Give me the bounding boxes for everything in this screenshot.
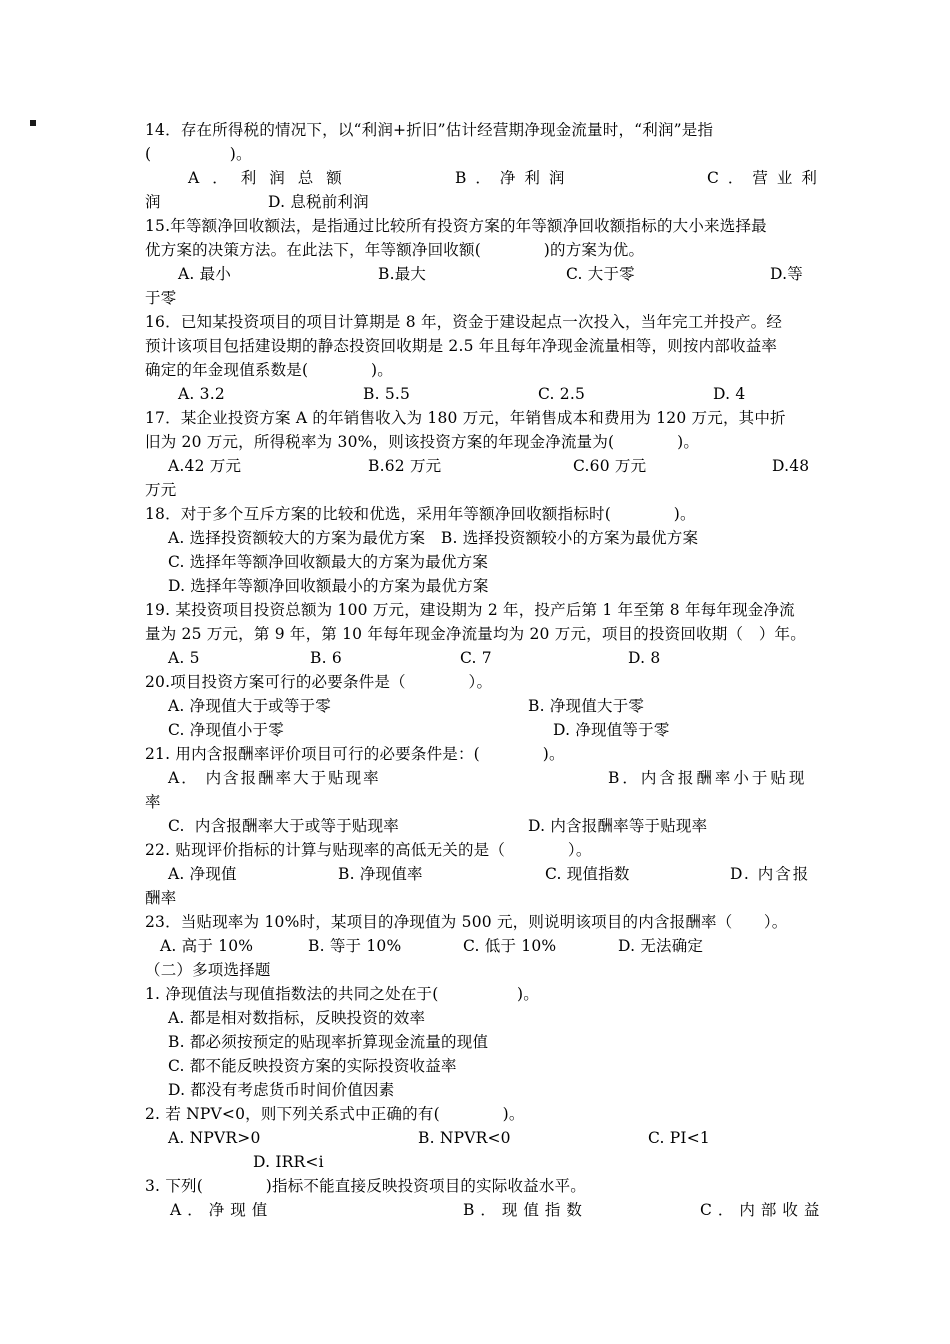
text-line: D. 息税前利润 xyxy=(268,193,369,211)
text-line: 14．存在所得税的情况下，以“利润+折旧”估计经营期净现金流量时，“利润”是指 xyxy=(145,121,714,139)
text-line: A．净现值 xyxy=(170,1201,274,1219)
text-line: D. 内含报 xyxy=(730,865,811,883)
text-line: 3. 下列( )指标不能直接反映投资项目的实际收益水平。 xyxy=(145,1177,587,1195)
text-line: D. 内含报酬率等于贴现率 xyxy=(528,817,708,835)
text-line: 22. 贴现评价指标的计算与贴现率的高低无关的是（ ）。 xyxy=(145,841,592,859)
text-line: A． 内含报酬率大于贴现率 xyxy=(168,769,381,787)
text-line: C.60 万元 xyxy=(573,457,647,475)
text-line: B. 6 xyxy=(310,649,342,667)
text-line: C. 选择年等额净回收额最大的方案为最优方案 xyxy=(168,553,489,571)
text-line: B. 5.5 xyxy=(363,385,411,403)
text-line: A. 高于 10% xyxy=(160,937,254,955)
text-line: A. 净现值大于或等于零 xyxy=(168,697,331,715)
text-line: A. 5 xyxy=(168,649,200,667)
text-line: 16．已知某投资项目的项目计算期是 8 年，资金于建设起点一次投入，当年完工并投产。经 xyxy=(145,313,783,331)
text-line: D. 4 xyxy=(713,385,746,403)
text-line: 预计该项目包括建设期的静态投资回收期是 2.5 年且每年净现金流量相等，则按内部收益率 xyxy=(145,337,778,355)
text-line: C．营业利 xyxy=(707,169,826,187)
text-line: 19. 某投资项目投资总额为 100 万元，建设期为 2 年，投产后第 1 年至第 8 年每年现金净流 xyxy=(145,601,795,619)
text-line: A. NPVR>0 xyxy=(168,1129,261,1147)
text-line: D.等 xyxy=(770,265,803,283)
text-line: 润 xyxy=(145,193,161,211)
text-line: C. 7 xyxy=(460,649,492,667)
text-line: ( )。 xyxy=(145,145,252,163)
text-line: D. 8 xyxy=(628,649,661,667)
text-line: C. 都不能反映投资方案的实际投资收益率 xyxy=(168,1057,457,1075)
text-line: C. 低于 10% xyxy=(463,937,557,955)
text-line: 确定的年金现值系数是( )。 xyxy=(145,361,393,379)
text-line: B. 净现值率 xyxy=(338,865,423,883)
text-line: C. 净现值小于零 xyxy=(168,721,284,739)
text-line: 1. 净现值法与现值指数法的共同之处在于( )。 xyxy=(145,985,539,1003)
text-line: D. 选择年等额净回收额最小的方案为最优方案 xyxy=(168,577,489,595)
text-line: B. 净现值大于零 xyxy=(528,697,645,715)
text-line: A. 最小 xyxy=(178,265,232,283)
text-line: （二）多项选择题 xyxy=(145,961,271,979)
text-line: D. 净现值等于零 xyxy=(553,721,670,739)
text-line: A. 选择投资额较大的方案为最优方案 B. 选择投资额较小的方案为最优方案 xyxy=(168,529,699,547)
text-line: 20.项目投资方案可行的必要条件是（ ）。 xyxy=(145,673,493,691)
text-line: 万元 xyxy=(145,481,177,499)
text-line: 23．当贴现率为 10%时，某项目的净现值为 500 元，则说明该项目的内含报酬率（ ）。 xyxy=(145,913,788,931)
text-line: B. NPVR<0 xyxy=(418,1129,511,1147)
text-line: 15.年等额净回收额法，是指通过比较所有投资方案的年等额净回收额指标的大小来选择最 xyxy=(145,217,767,235)
text-line: B. 等于 10% xyxy=(308,937,402,955)
text-line: 21. 用内含报酬率评价项目可行的必要条件是：( )。 xyxy=(145,745,565,763)
text-line: 量为 25 万元，第 9 年，第 10 年每年现金净流量均为 20 万元，项目的投资回收期（ ）年。 xyxy=(145,625,806,643)
text-line: D.48 xyxy=(772,457,810,475)
text-line: 17．某企业投资方案 A 的年销售收入为 180 万元，年销售成本和费用为 120 万元，其中折 xyxy=(145,409,786,427)
text-line: B. 都必须按预定的贴现率折算现金流量的现值 xyxy=(168,1033,489,1051)
text-line: C. 现值指数 xyxy=(545,865,630,883)
text-line: D. 都没有考虑货币时间价值因素 xyxy=(168,1081,395,1099)
text-line: A. 都是相对数指标，反映投资的效率 xyxy=(168,1009,426,1027)
text-line: B．内含报酬率小于贴现 xyxy=(608,769,808,787)
text-line: 旧为 20 万元，所得税率为 30%，则该投资方案的年现金净流量为( )。 xyxy=(145,433,700,451)
text-line: 酬率 xyxy=(145,889,177,907)
text-line: A.42 万元 xyxy=(168,457,242,475)
text-line: D. IRR<i xyxy=(253,1153,324,1171)
text-line: C. 内含报酬率大于或等于贴现率 xyxy=(168,817,399,835)
text-line: B．现值指数 xyxy=(463,1201,588,1219)
text-line: C. PI<1 xyxy=(648,1129,710,1147)
text-line: 18．对于多个互斥方案的比较和优选，采用年等额净回收额指标时( )。 xyxy=(145,505,696,523)
text-line: 于零 xyxy=(145,289,177,307)
text-line: 2. 若 NPV<0，则下列关系式中正确的有( )。 xyxy=(145,1105,525,1123)
text-line: 率 xyxy=(145,793,161,811)
text-line: B.最大 xyxy=(378,265,427,283)
text-line: 优方案的决策方法。在此法下，年等额净回收额( )的方案为优。 xyxy=(145,241,645,259)
text-line: A．利润总额 xyxy=(188,169,355,187)
text-line: A. 净现值 xyxy=(168,865,237,883)
text-line: B．净利润 xyxy=(455,169,574,187)
text-line: D. 无法确定 xyxy=(618,937,704,955)
text-line: B.62 万元 xyxy=(368,457,442,475)
text-line: C．内部收益 xyxy=(700,1201,826,1219)
text-line: A. 3.2 xyxy=(178,385,225,403)
text-line: C. 大于零 xyxy=(566,265,635,283)
bullet-mark xyxy=(30,120,36,126)
text-line: C. 2.5 xyxy=(538,385,586,403)
